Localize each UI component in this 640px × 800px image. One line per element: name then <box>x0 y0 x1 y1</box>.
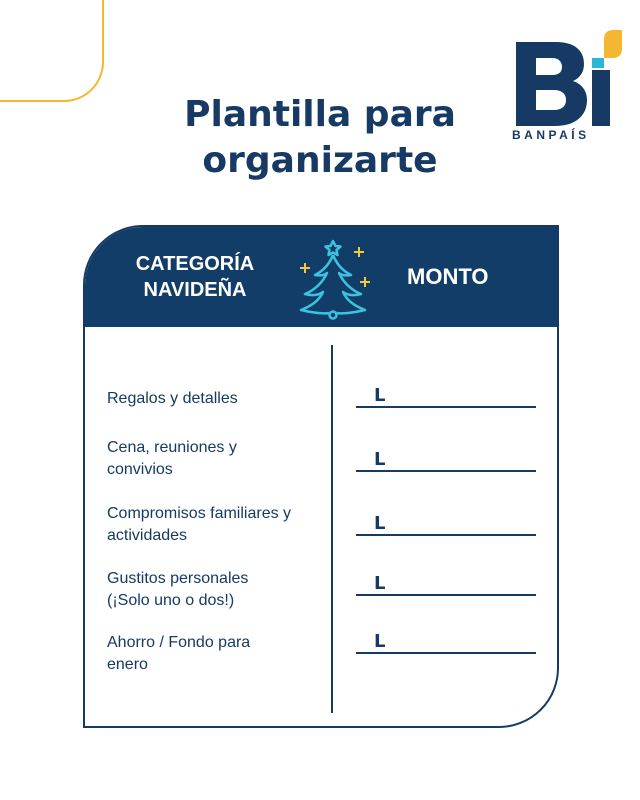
amount-header: MONTO <box>407 264 489 289</box>
category-header-line-2: NAVIDEÑA <box>143 279 247 301</box>
row-label: Gustitos personales (¡Solo uno o dos!) <box>107 570 249 609</box>
brand-name: BANPAÍS <box>512 128 590 142</box>
row-label: Ahorro / Fondo para enero <box>107 634 251 673</box>
row-label: Compromisos familiares y actividades <box>107 505 292 544</box>
category-header-line-1: CATEGORÍA <box>135 253 255 275</box>
amount-field[interactable]: L <box>356 632 536 654</box>
budget-table <box>83 225 559 728</box>
row-label: Regalos y detalles <box>107 390 238 407</box>
banpais-logo <box>514 18 624 128</box>
amount-field[interactable]: L <box>356 514 536 536</box>
amount-field[interactable]: L <box>356 386 536 408</box>
decorative-corner <box>0 0 104 102</box>
title-line-1: Plantilla para <box>184 94 456 135</box>
amount-field[interactable]: L <box>356 450 536 472</box>
amount-field[interactable]: L <box>356 574 536 596</box>
column-divider <box>331 345 333 713</box>
category-header <box>125 251 265 303</box>
table-header <box>85 227 557 327</box>
page-title <box>120 92 520 184</box>
title-line-2: organizarte <box>202 140 438 181</box>
row-label: Cena, reuniones y convivios <box>107 439 237 478</box>
christmas-tree-icon <box>293 237 373 321</box>
